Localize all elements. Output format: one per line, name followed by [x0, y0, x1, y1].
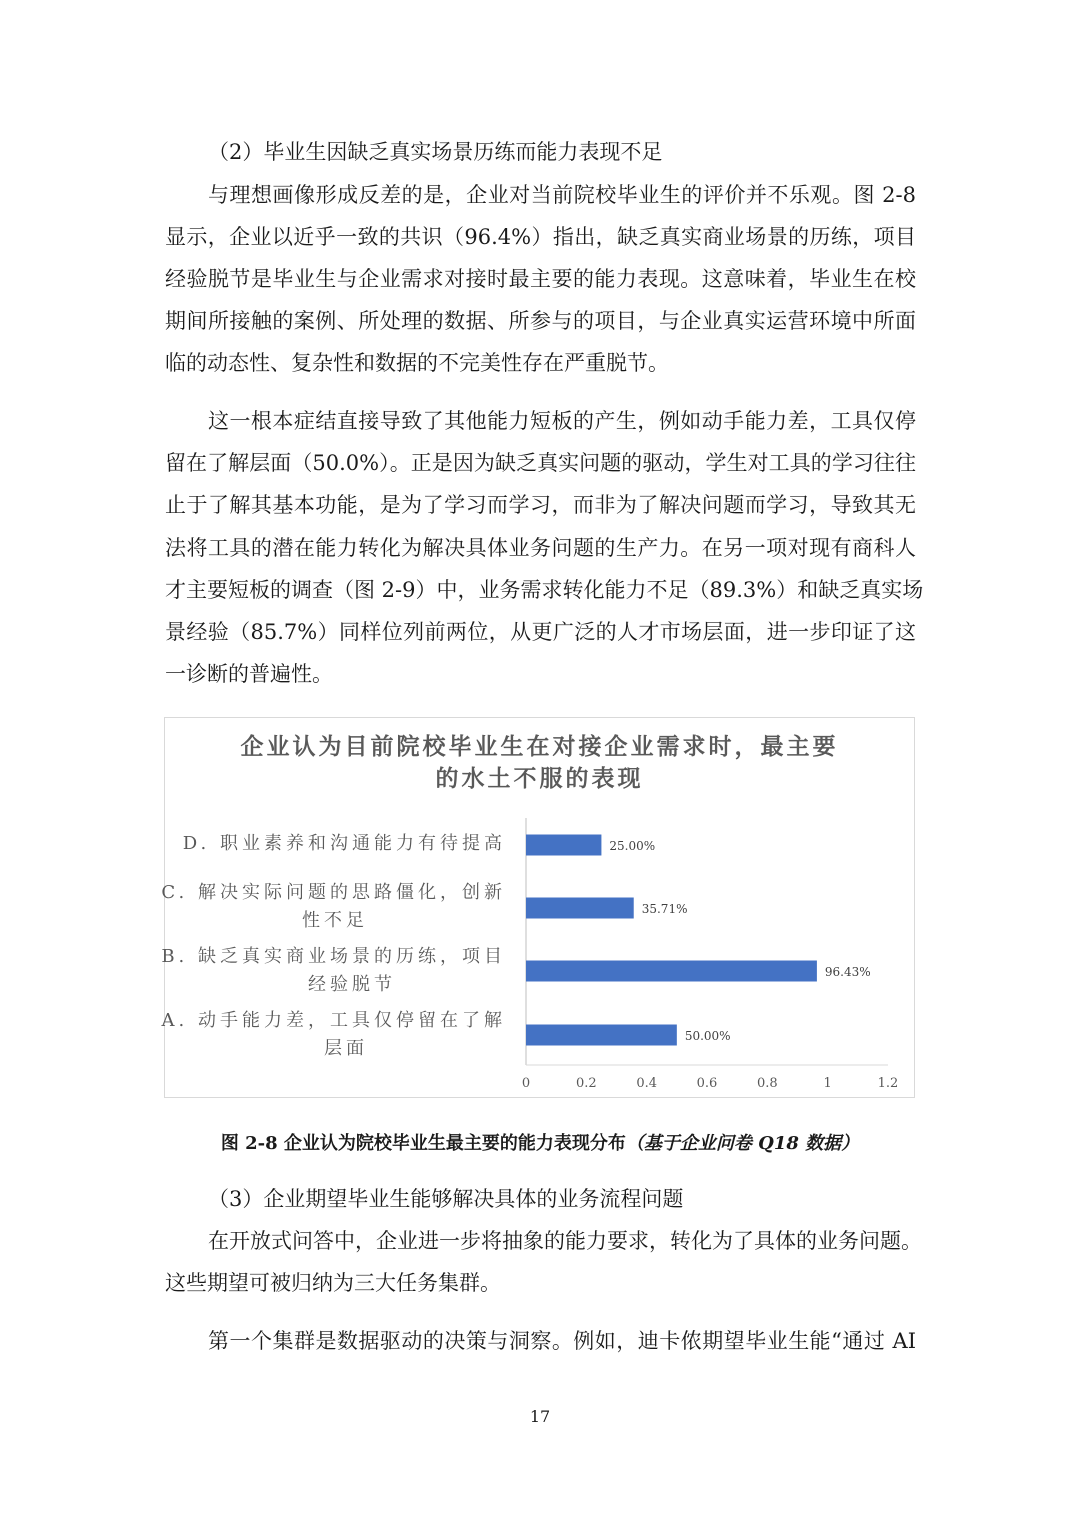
figure-caption	[0, 1129, 1080, 1155]
category-label-b-line-1: B. 缺乏真实商业场景的历练，项目	[161, 946, 506, 967]
paragraph-2-line-2: 留在了解层面（50.0%）。正是因为缺乏真实问题的驱动，学生对工具的学习往往	[165, 451, 916, 475]
chart-title-line-1: 企业认为目前院校毕业生在对接企业需求时，最主要	[240, 733, 839, 760]
paragraph-2-line-7: 一诊断的普遍性。	[165, 662, 333, 686]
paragraph-1-line-4: 期间所接触的案例、所处理的数据、所参与的项目，与企业真实运营环境中所面	[165, 309, 916, 333]
bar-1	[526, 898, 634, 919]
x-tick-label-3: 0.6	[696, 1076, 718, 1091]
bar-3	[526, 1025, 677, 1046]
category-label-c-line-2: 性不足	[302, 910, 368, 931]
figure-2-8-chart	[161, 717, 915, 1098]
bar-2	[526, 961, 817, 982]
chart-title-line-2: 的水土不服的表现	[435, 765, 644, 792]
bar-value-label-0: 25.00%	[609, 839, 656, 853]
x-tick-label-5: 1	[823, 1076, 832, 1091]
paragraph-1-line-1: 与理想画像形成反差的是，企业对当前院校毕业生的评价并不乐观。图 2-8	[208, 183, 916, 207]
bar-value-label-1: 35.71%	[641, 902, 688, 916]
x-tick-label-6: 1.2	[877, 1076, 899, 1091]
paragraph-2-line-1: 这一根本症结直接导致了其他能力短板的产生，例如动手能力差，工具仅停	[208, 409, 916, 433]
paragraph-3-line-2: 这些期望可被归纳为三大任务集群。	[165, 1271, 501, 1295]
bar-value-label-2: 96.43%	[824, 965, 871, 979]
page-number: 17	[529, 1407, 551, 1426]
section-heading-3: （3）企业期望毕业生能够解决具体的业务流程问题	[208, 1187, 684, 1211]
paragraph-1-line-5: 临的动态性、复杂性和数据的不完美性存在严重脱节。	[165, 351, 669, 375]
bar-value-label-3: 50.00%	[684, 1029, 731, 1043]
paragraph-2-line-6: 景经验（85.7%）同样位列前两位，从更广泛的人才市场层面，进一步印证了这	[165, 620, 916, 644]
x-tick-label-0: 0	[521, 1076, 531, 1091]
paragraph-1-line-3: 经验脱节是毕业生与企业需求对接时最主要的能力表现。这意味着，毕业生在校	[165, 267, 916, 291]
chart-plot-area	[165, 718, 914, 1097]
x-tick-label-4: 0.8	[756, 1076, 778, 1091]
category-label-a-line-2: 层面	[324, 1038, 368, 1059]
paragraph-1-line-2: 显示，企业以近乎一致的共识（96.4%）指出，缺乏真实商业场景的历练，项目	[165, 225, 916, 249]
caption-source: （基于企业问卷 Q18 数据）	[625, 1133, 860, 1154]
caption-main: 图 2-8 企业认为院校毕业生最主要的能力表现分布	[220, 1133, 626, 1154]
category-label-d-line-1: D. 职业素养和沟通能力有待提高	[182, 833, 506, 854]
paragraph-2-line-4: 法将工具的潜在能力转化为解决具体业务问题的生产力。在另一项对现有商科人	[165, 536, 916, 560]
category-label-b-line-2: 经验脱节	[308, 974, 396, 995]
x-tick-label-1: 0.2	[575, 1076, 597, 1091]
paragraph-2-line-5: 才主要短板的调查（图 2-9）中，业务需求转化能力不足（89.3%）和缺乏真实场	[165, 578, 924, 602]
category-label-a-line-1: A. 动手能力差，工具仅停留在了解	[161, 1010, 506, 1031]
category-label-c-line-1: C. 解决实际问题的思路僵化，创新	[161, 882, 506, 903]
paragraph-2-line-3: 止于了解其基本功能，是为了学习而学习，而非为了解决问题而学习，导致其无	[165, 493, 916, 517]
paragraph-4-line-1: 第一个集群是数据驱动的决策与洞察。例如，迪卡侬期望毕业生能“通过 AI	[208, 1329, 916, 1353]
paragraph-3-line-1: 在开放式问答中，企业进一步将抽象的能力要求，转化为了具体的业务问题。	[208, 1229, 922, 1253]
x-tick-label-2: 0.4	[636, 1076, 658, 1091]
section-heading-2: （2）毕业生因缺乏真实场景历练而能力表现不足	[208, 140, 663, 164]
bar-0	[526, 835, 601, 856]
